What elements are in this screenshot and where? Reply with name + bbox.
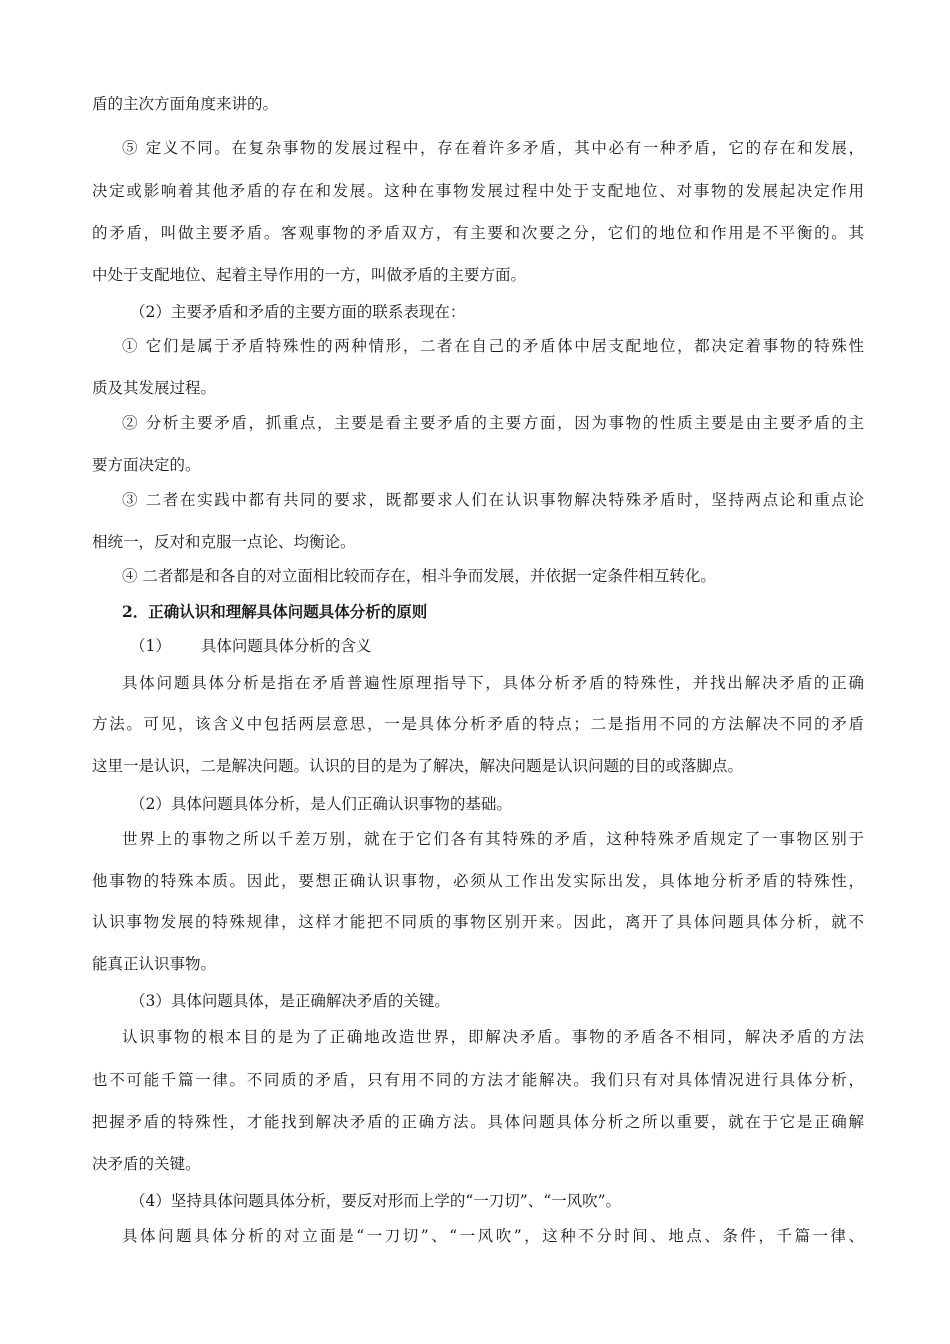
text-line: ④ 二者都是和各自的对立面相比较而存在，相斗争而发展，并依据一定条件相互转化。 xyxy=(122,567,716,585)
text-line: 决矛盾的关键。 xyxy=(92,1155,201,1173)
subheading: （2）具体问题具体分析，是人们正确认识事物的基础。 xyxy=(130,795,512,813)
text-line: 要方面决定的。 xyxy=(92,456,201,474)
text-line: 具体问题具体分析是指在矛盾普遍性原理指导下，具体分析矛盾的特殊性，并找出解决矛盾的正确 xyxy=(122,674,864,692)
text-line: 也不可能千篇一律。不同质的矛盾，只有用不同的方法才能解决。我们只有对具体情况进行具体分析， xyxy=(92,1071,864,1089)
text-line: 盾的主次方面角度来讲的。 xyxy=(92,95,279,113)
text-line: 质及其发展过程。 xyxy=(92,379,217,397)
text-line: 能真正认识事物。 xyxy=(92,955,217,973)
text-line: ② 分析主要矛盾，抓重点，主要是看主要矛盾的主要方面，因为事物的性质主要是由主要矛盾的主 xyxy=(122,414,864,432)
text-line: ③ 二者在实践中都有共同的要求，既都要求人们在认识事物解决特殊矛盾时，坚持两点论和重点论 xyxy=(122,491,864,509)
text-line: 认识事物的根本目的是为了正确地改造世界，即解决矛盾。事物的矛盾各不相同，解决矛盾的方法 xyxy=(122,1028,864,1046)
subheading: （2）主要矛盾和矛盾的主要方面的联系表现在： xyxy=(130,303,466,321)
text-line: 他事物的特殊本质。因此，要想正确认识事物，必须从工作出发实际出发，具体地分析矛盾的特殊性， xyxy=(92,872,864,890)
text-line: 这里一是认识，二是解决问题。认识的目的是为了解决，解决问题是认识问题的目的或落脚点。 xyxy=(92,757,744,775)
section-heading: 2．正确认识和理解具体问题具体分析的原则 xyxy=(122,602,428,621)
text-line: 具体问题具体分析的对立面是“一刀切”、“一风吹”，这种不分时间、地点、条件，千篇一律、 xyxy=(122,1227,864,1245)
text-line: ① 它们是属于矛盾特殊性的两种情形，二者在自己的矛盾体中居支配地位，都决定着事物的特殊性 xyxy=(122,337,864,355)
subheading: （3）具体问题具体，是正确解决矛盾的关键。 xyxy=(130,992,450,1010)
subheading xyxy=(130,636,864,656)
subheading: （4）坚持具体问题具体分析，要反对形而上学的“一刀切”、“一风吹”。 xyxy=(130,1192,622,1210)
text-line: ⑤ 定义不同。在复杂事物的发展过程中，存在着许多矛盾，其中必有一种矛盾，它的存在和发展， xyxy=(122,139,864,157)
text-line: 把握矛盾的特殊性，才能找到解决矛盾的正确方法。具体问题具体分析之所以重要，就在于它是正确解 xyxy=(92,1113,864,1131)
text-line: 的矛盾，叫做主要矛盾。客观事物的矛盾双方，有主要和次要之分，它们的地位和作用是不平衡的。其 xyxy=(92,224,864,242)
text-line: 中处于支配地位、起着主导作用的一方，叫做矛盾的主要方面。 xyxy=(92,266,527,284)
text-line: 相统一，反对和克服一点论、均衡论。 xyxy=(92,533,356,551)
text-line: 认识事物发展的特殊规律，这样才能把不同质的事物区别开来。因此，离开了具体问题具体分析，就不 xyxy=(92,913,864,931)
subheading-number: （1） xyxy=(130,637,171,655)
subheading-text: 具体问题具体分析的含义 xyxy=(200,637,372,655)
text-line: 决定或影响着其他矛盾的存在和发展。这种在事物发展过程中处于支配地位、对事物的发展起决定作用 xyxy=(92,182,864,200)
text-line: 世界上的事物之所以千差万别，就在于它们各有其特殊的矛盾，这种特殊矛盾规定了一事物区别于 xyxy=(122,830,864,848)
text-line: 方法。可见，该含义中包括两层意思，一是具体分析矛盾的特点；二是指用不同的方法解决不同的矛盾 xyxy=(92,715,864,733)
